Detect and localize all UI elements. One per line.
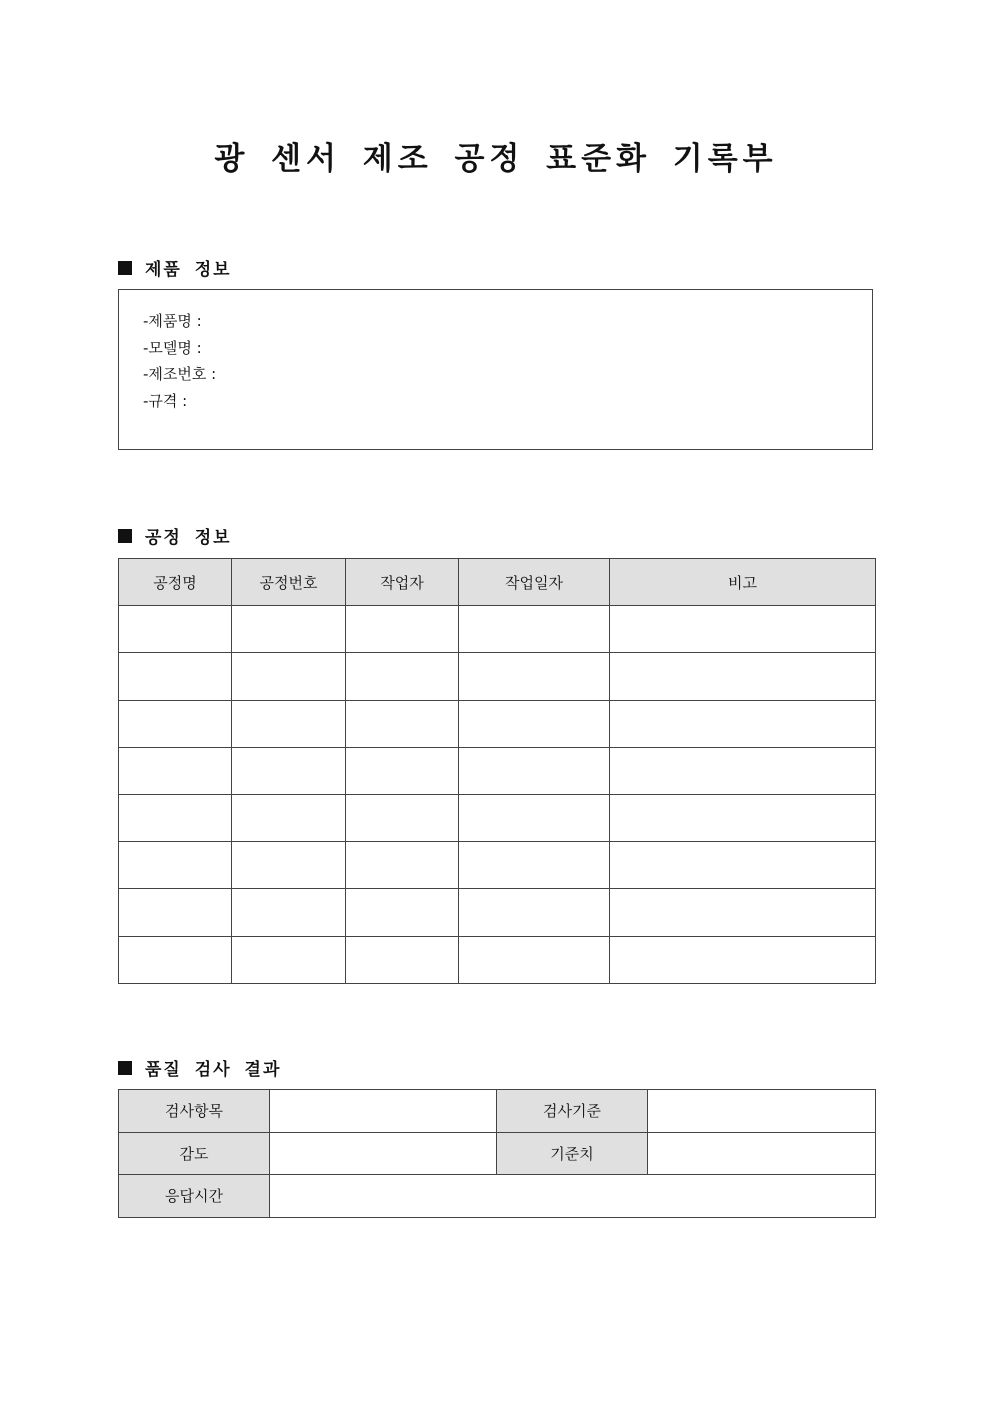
col-header-process-number: 공정번호 [232,559,346,606]
worker-cell[interactable] [346,700,459,747]
process-name-cell[interactable] [119,653,232,700]
section-header-quality [118,1055,281,1080]
process-name-cell[interactable] [119,747,232,794]
work-date-cell[interactable] [459,747,610,794]
section-title: 품질 검사 결과 [145,1060,282,1080]
table-row [119,747,876,794]
work-date-cell[interactable] [459,700,610,747]
col-header-remarks: 비고 [610,559,876,606]
work-date-cell[interactable] [459,606,610,653]
inspection-item-cell[interactable] [270,1090,497,1133]
response-time-label: 응답시간 [119,1175,270,1218]
table-row [119,700,876,747]
process-number-cell[interactable] [232,700,346,747]
table-row [119,1175,876,1218]
table-row [119,889,876,936]
worker-cell[interactable] [346,842,459,889]
inspection-item-label: 검사항목 [119,1090,270,1133]
worker-cell[interactable] [346,889,459,936]
table-row [119,1090,876,1133]
section-header-process [118,523,232,548]
spec-line: -규격 : [143,391,188,410]
remarks-cell[interactable] [610,889,876,936]
section-title: 공정 정보 [145,528,232,548]
table-header-row [119,559,876,606]
square-bullet-icon [118,1061,132,1075]
quality-table [118,1089,876,1218]
section-header-product [118,255,232,280]
col-header-work-date: 작업일자 [459,559,610,606]
process-name-cell[interactable] [119,842,232,889]
worker-cell[interactable] [346,936,459,983]
response-time-cell[interactable] [270,1175,876,1218]
square-bullet-icon [118,261,132,275]
reference-value-cell[interactable] [648,1132,876,1175]
table-row [119,842,876,889]
process-number-cell[interactable] [232,794,346,841]
model-name-line: -모델명 : [143,338,202,357]
process-table-body [119,606,876,984]
process-number-cell[interactable] [232,653,346,700]
sensitivity-cell[interactable] [270,1132,497,1175]
remarks-cell[interactable] [610,842,876,889]
inspection-standard-cell[interactable] [648,1090,876,1133]
table-row [119,936,876,983]
work-date-cell[interactable] [459,842,610,889]
process-number-cell[interactable] [232,936,346,983]
worker-cell[interactable] [346,794,459,841]
table-row [119,794,876,841]
col-header-worker: 작업자 [346,559,459,606]
remarks-cell[interactable] [610,747,876,794]
work-date-cell[interactable] [459,794,610,841]
square-bullet-icon [118,529,132,543]
section-title: 제품 정보 [145,260,232,280]
serial-number-line: -제조번호 : [143,365,217,383]
worker-cell[interactable] [346,653,459,700]
table-row [119,653,876,700]
remarks-cell[interactable] [610,794,876,841]
work-date-cell[interactable] [459,653,610,700]
sensitivity-label: 감도 [119,1132,270,1175]
work-date-cell[interactable] [459,936,610,983]
remarks-cell[interactable] [610,700,876,747]
process-number-cell[interactable] [232,606,346,653]
worker-cell[interactable] [346,747,459,794]
remarks-cell[interactable] [610,936,876,983]
process-name-cell[interactable] [119,889,232,936]
reference-value-label: 기준치 [497,1132,648,1175]
inspection-standard-label: 검사기준 [497,1090,648,1133]
worker-cell[interactable] [346,606,459,653]
process-name-cell[interactable] [119,700,232,747]
remarks-cell[interactable] [610,653,876,700]
process-number-cell[interactable] [232,889,346,936]
page-title: 광 센서 제조 공정 표준화 기록부 [214,141,778,177]
product-name-line: -제품명 : [143,312,202,330]
product-info-box [118,289,873,450]
col-header-process-name: 공정명 [119,559,232,606]
process-name-cell[interactable] [119,606,232,653]
process-table [118,558,876,984]
work-date-cell[interactable] [459,889,610,936]
process-name-cell[interactable] [119,936,232,983]
process-number-cell[interactable] [232,842,346,889]
process-number-cell[interactable] [232,747,346,794]
table-row [119,606,876,653]
remarks-cell[interactable] [610,606,876,653]
table-row [119,1132,876,1175]
process-name-cell[interactable] [119,794,232,841]
